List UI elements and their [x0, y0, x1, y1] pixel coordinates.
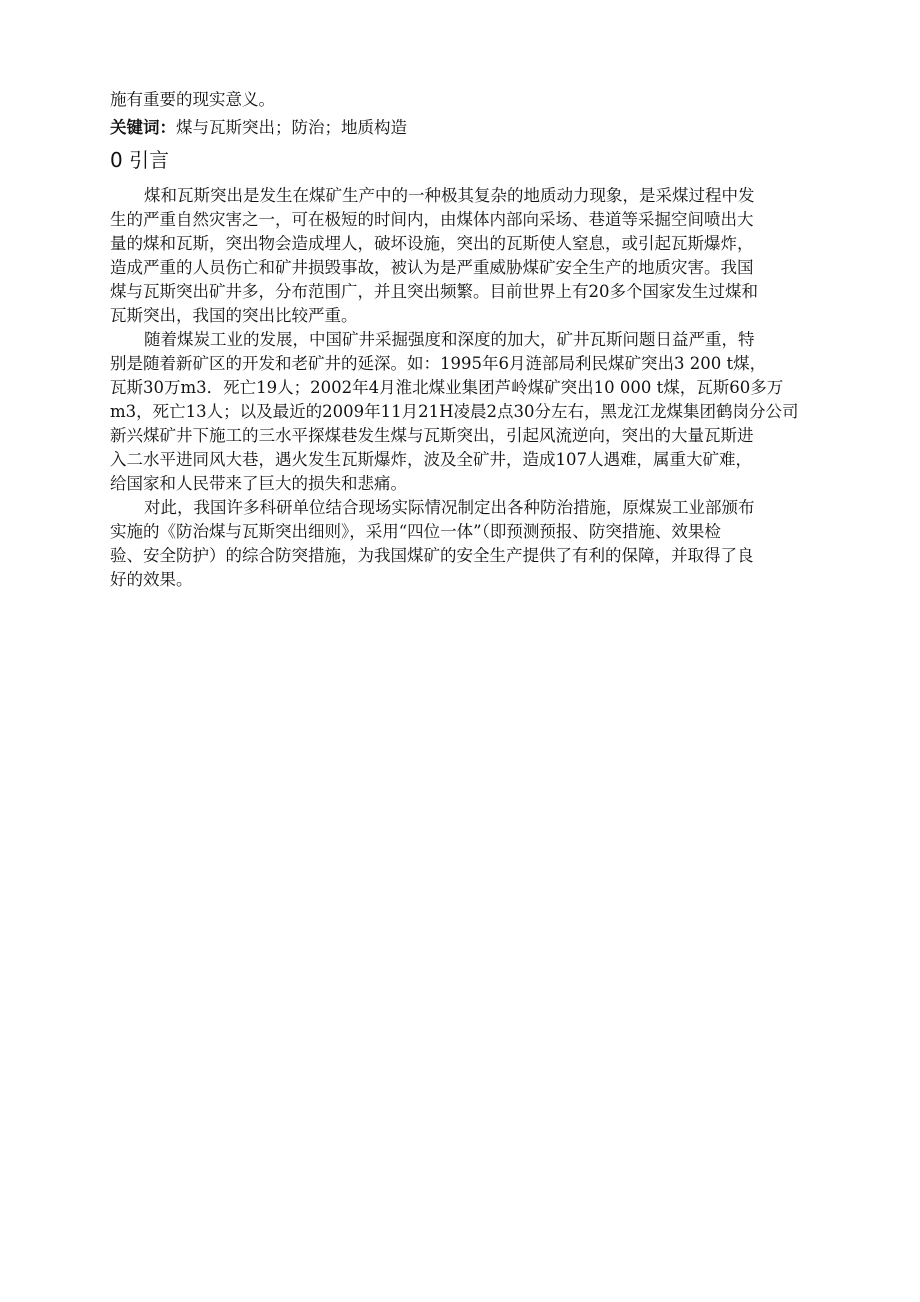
- paragraph-line: 生的严重自然灾害之一，可在极短的时间内，由煤体内部向采场、巷道等采掘空间喷出大: [110, 210, 754, 229]
- keywords-label: 关键词：: [110, 118, 176, 137]
- paragraph-line: 好的效果。: [110, 570, 193, 589]
- section-heading: 0 引言: [110, 148, 170, 172]
- paragraph-line: 对此，我国许多科研单位结合现场实际情况制定出各种防治措施，原煤炭工业部颁布: [144, 498, 755, 517]
- paragraph-line: 煤与瓦斯突出矿井多，分布范围广，并且突出频繁。目前世界上有20多个国家发生过煤和: [110, 282, 758, 301]
- paragraph-line: 瓦斯突出，我国的突出比较严重。: [110, 306, 358, 325]
- paragraph-line: 煤和瓦斯突出是发生在煤矿生产中的一种极其复杂的地质动力现象，是采煤过程中发: [144, 186, 755, 205]
- abstract-tail: 施有重要的现实意义。: [110, 90, 275, 109]
- paragraph-line: 验、安全防护）的综合防突措施，为我国煤矿的安全生产提供了有利的保障，并取得了良: [110, 546, 754, 565]
- paragraph-line: 随着煤炭工业的发展，中国矿井采掘强度和深度的加大，矿井瓦斯问题日益严重，特: [144, 330, 755, 349]
- paragraph-line: 量的煤和瓦斯，突出物会造成埋人，破坏设施，突出的瓦斯使人窒息，或引起瓦斯爆炸，: [110, 234, 754, 253]
- paragraph-3: [110, 496, 832, 592]
- keywords-value: 煤与瓦斯突出；防治；地质构造: [176, 118, 407, 137]
- paragraph-line: 入二水平进同风大巷，遇火发生瓦斯爆炸，波及全矿井，造成107人遇难，属重大矿难，: [110, 450, 752, 469]
- paragraph-line: 瓦斯30万m3．死亡19人；2002年4月淮北煤业集团芦岭煤矿突出10 000 t煤，瓦斯60多万: [110, 378, 784, 397]
- paragraph-2: [110, 328, 832, 496]
- paragraph-1: [110, 184, 832, 328]
- paragraph-line: m3，死亡13人；以及最近的2009年11月21H凌晨2点30分左右，黑龙江龙煤集团鹤岗分公司: [110, 402, 799, 421]
- paragraph-line: 给国家和人民带来了巨大的损失和悲痛。: [110, 474, 407, 493]
- paragraph-line: 实施的《防治煤与瓦斯突出细则》，采用“四位一体”（即预测预报、防突措施、效果检: [110, 522, 721, 541]
- document-page: [110, 88, 832, 592]
- keywords-line: [110, 116, 832, 140]
- paragraph-line: 别是随着新矿区的开发和老矿井的延深。如：1995年6月涟部局利民煤矿突出3 200 t煤，: [110, 354, 767, 373]
- paragraph-line: 新兴煤矿井下施工的三水平探煤巷发生煤与瓦斯突出，引起风流逆向，突出的大量瓦斯进: [110, 426, 754, 445]
- paragraph-line: 造成严重的人员伤亡和矿井损毁事故，被认为是严重威胁煤矿安全生产的地质灾害。我国: [110, 258, 754, 277]
